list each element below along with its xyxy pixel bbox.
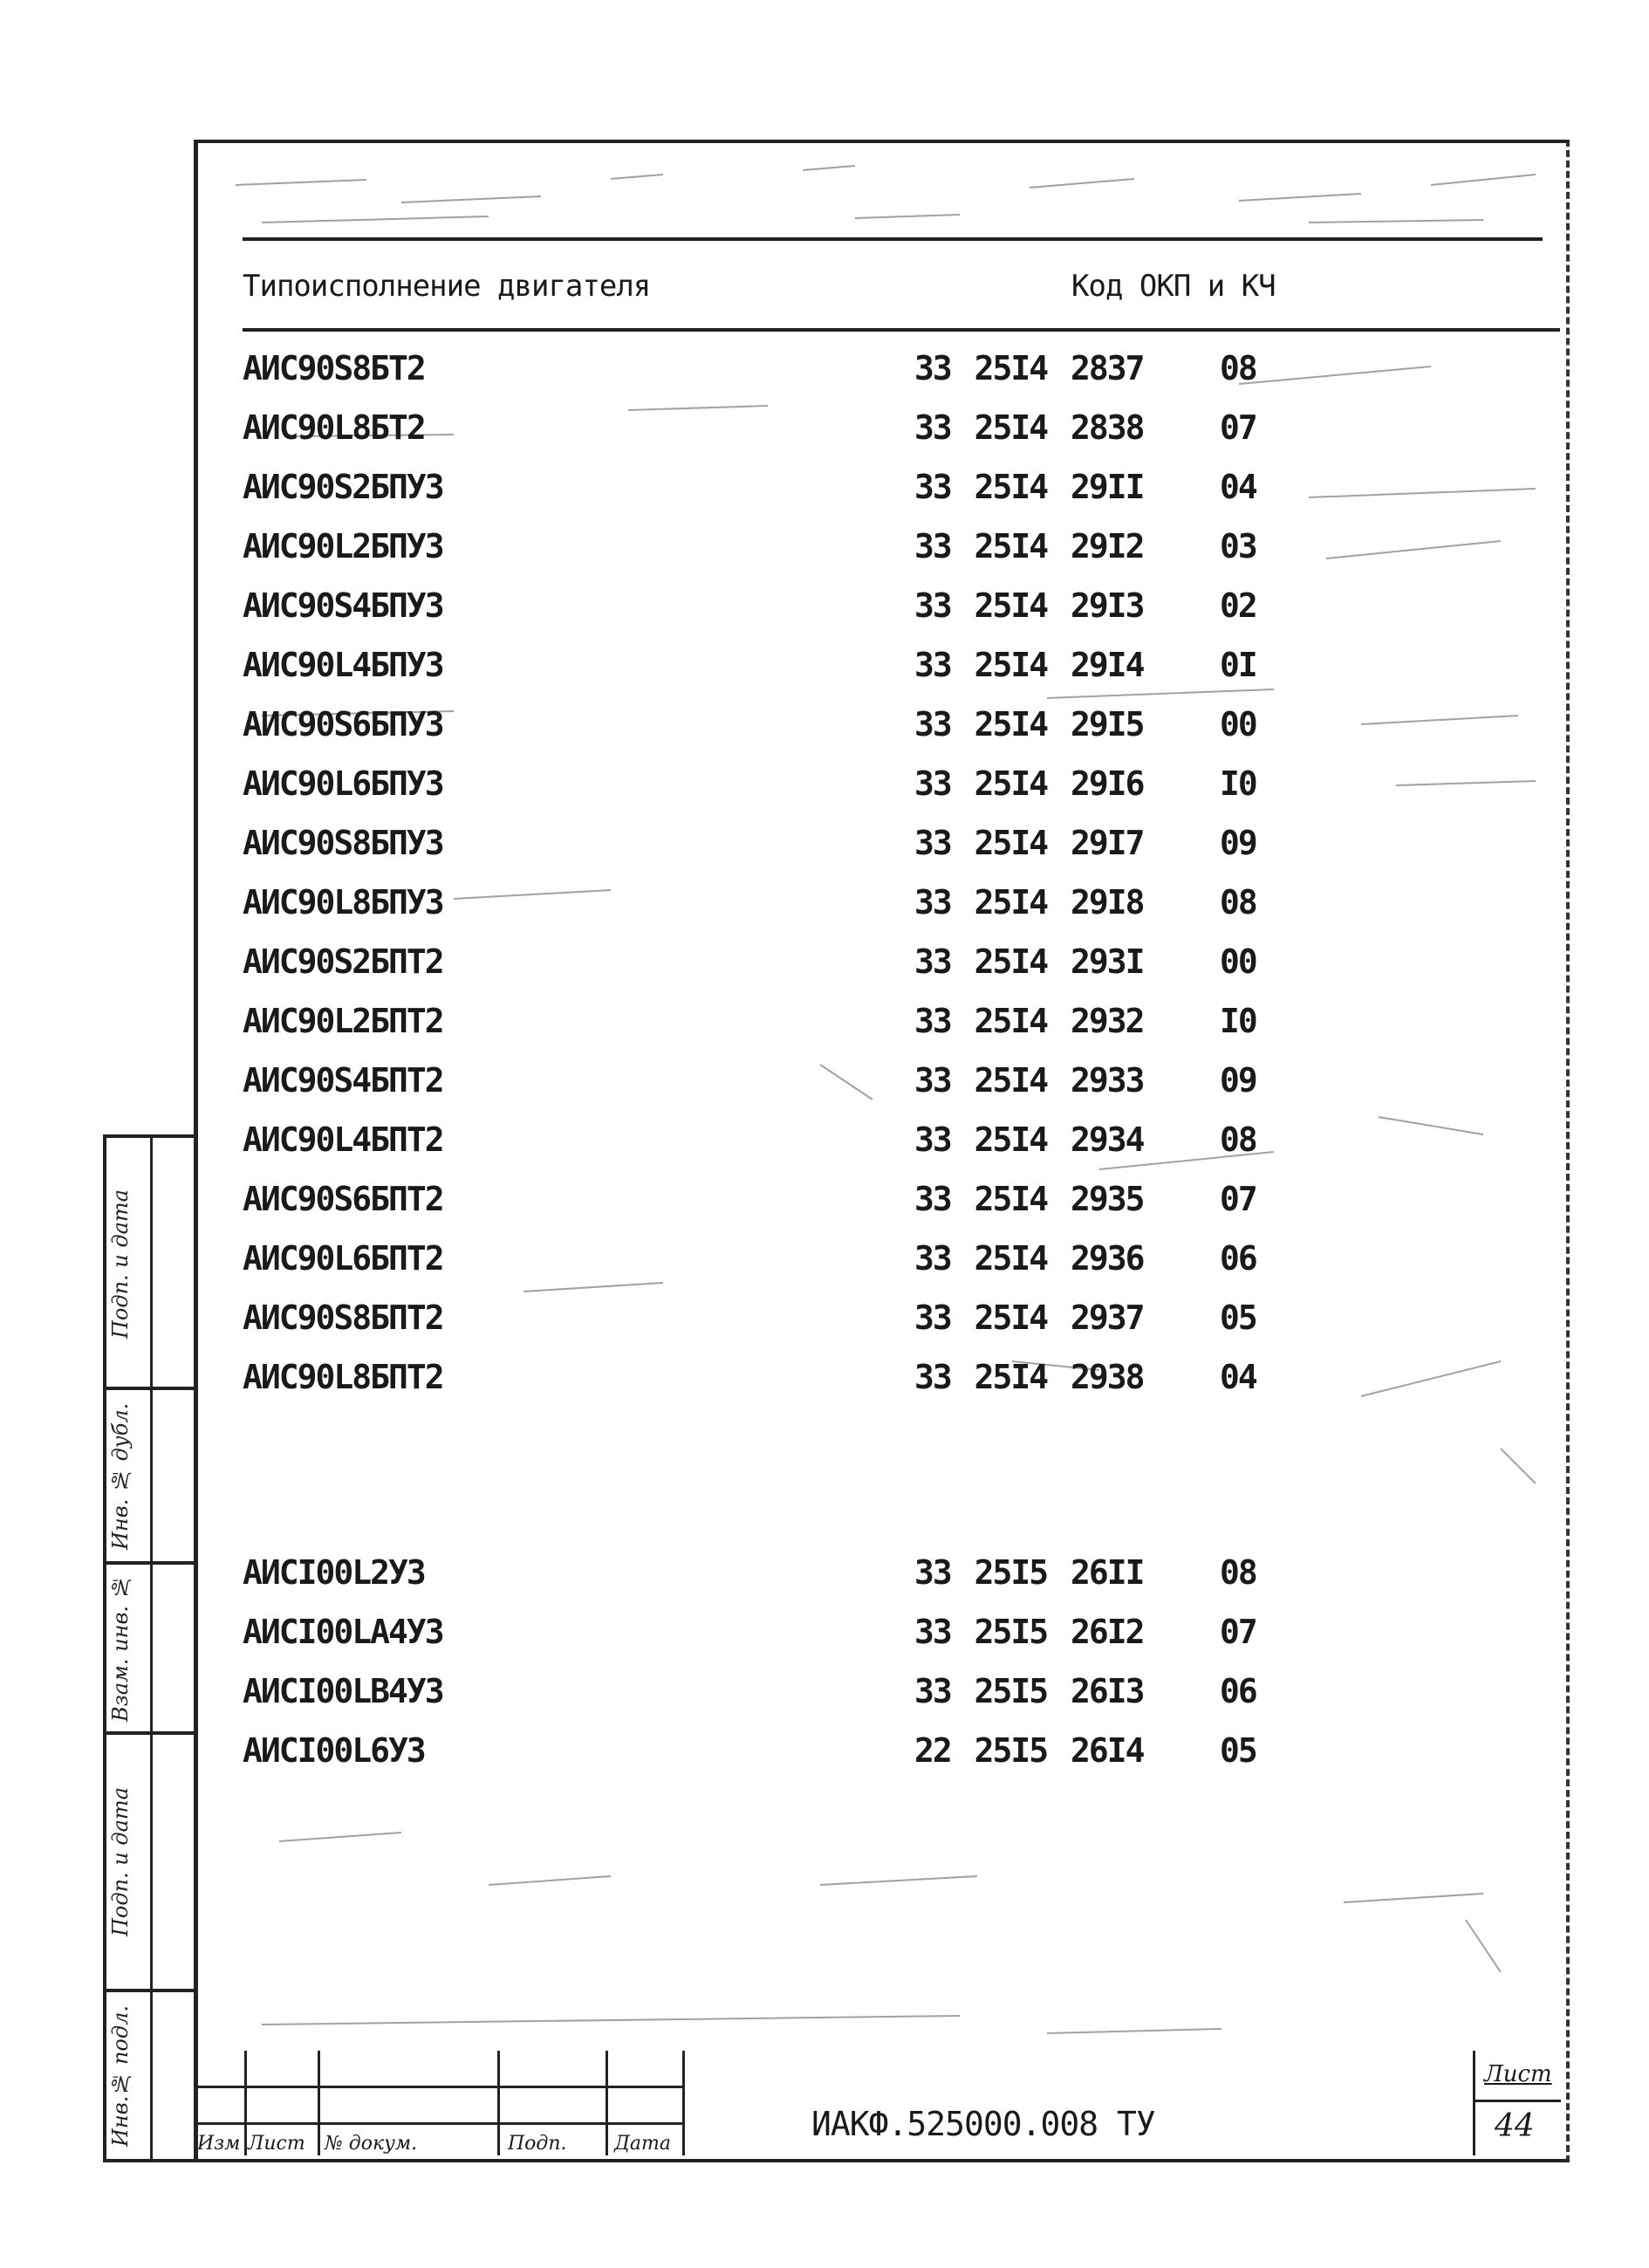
okp-code: 33 25I4 2932 [914,1002,1144,1040]
okp-code: 33 25I5 26I2 [914,1613,1144,1651]
motor-type: АИС90S8БПУ3 [243,824,443,862]
margin-stamp [103,1134,197,2162]
okp-code: 33 25I5 26I3 [914,1672,1144,1710]
motor-type: АИС90S6БПУ3 [243,705,443,743]
check-number: 05 [1220,1298,1256,1337]
document-code: ИАКФ.525000.008 ТУ [811,2105,1155,2143]
check-number: I0 [1220,1002,1256,1040]
title-block-line [318,2051,320,2155]
motor-type: АИС90S6БПТ2 [243,1180,443,1218]
check-number: 0I [1220,646,1256,684]
check-number: 06 [1220,1239,1256,1278]
okp-code: 33 25I4 2937 [914,1298,1144,1337]
table-row [243,824,1377,876]
motor-type: АИС90S4БПУ3 [243,586,443,625]
stamp-cell-border [106,1989,194,1992]
table-row [243,1120,1377,1173]
motor-type: АИС90L2БПУ3 [243,527,443,565]
motor-type: АИС90L2БПТ2 [243,1002,443,1040]
title-block-label: Подп. [508,2133,567,2155]
table-row [243,408,1377,461]
sheet-number-box [1473,2051,1561,2155]
okp-code: 33 25I4 293I [914,942,1144,981]
table-row [243,646,1377,698]
okp-code: 33 25I4 2935 [914,1180,1144,1218]
check-number: 07 [1220,408,1256,447]
stamp-label: Инв.№ подл. [108,2005,133,2147]
okp-code: 33 25I4 2933 [914,1061,1144,1100]
stamp-cell-border [106,1731,194,1735]
stamp-label: Инв. № дубл. [108,1402,133,1550]
table-row [243,883,1377,935]
check-number: 00 [1220,942,1256,981]
okp-code: 33 25I4 29I2 [914,527,1144,565]
title-block-label: Изм [197,2133,241,2155]
check-number: 07 [1220,1180,1256,1218]
okp-code: 33 25I4 29I3 [914,586,1144,625]
check-number: 07 [1220,1613,1256,1651]
stamp-cell-border [106,1561,194,1565]
table-row [243,1553,1377,1606]
check-number: 05 [1220,1731,1256,1770]
motor-type: АИС90L4БПУ3 [243,646,443,684]
sheet-box-divider [1475,2100,1561,2102]
okp-code: 33 25I4 2837 [914,349,1144,387]
okp-code: 33 25I4 2936 [914,1239,1144,1278]
motor-type: АИС90S2БПУ3 [243,468,443,506]
title-block-label: Дата [614,2133,671,2155]
stamp-cell-border [106,1387,194,1390]
check-number: I0 [1220,764,1256,803]
motor-type: АИСI00LА4У3 [243,1613,443,1651]
table-row [243,1672,1377,1724]
okp-code: 33 25I4 29I6 [914,764,1144,803]
motor-type: АИС90S4БПТ2 [243,1061,443,1100]
table-row [243,764,1377,817]
motor-type: АИС90L8БПУ3 [243,883,443,922]
table-row [243,1239,1377,1292]
motor-type: АИС90L4БПТ2 [243,1120,443,1159]
okp-code: 33 25I4 2934 [914,1120,1144,1159]
table-row [243,1298,1377,1351]
title-block-line [606,2051,608,2155]
table-row [243,1613,1377,1665]
check-number: 04 [1220,1358,1256,1396]
table-row [243,1731,1377,1784]
check-number: 09 [1220,1061,1256,1100]
check-number: 06 [1220,1672,1256,1710]
okp-code: 22 25I5 26I4 [914,1731,1144,1770]
motor-type: АИС90L8БПТ2 [243,1358,443,1396]
okp-code: 33 25I4 29I8 [914,883,1144,922]
check-number: 08 [1220,349,1256,387]
motor-type: АИС90L8БТ2 [243,408,425,447]
motor-type: АИС90L6БПТ2 [243,1239,443,1278]
title-block-line [194,2122,682,2125]
motor-type: АИС90L6БПУ3 [243,764,443,803]
okp-code: 33 25I4 29I5 [914,705,1144,743]
check-number: 00 [1220,705,1256,743]
check-number: 08 [1220,1120,1256,1159]
check-number: 04 [1220,468,1256,506]
title-block-line [682,2051,685,2155]
header-rule [243,328,1560,332]
sheet-label: Лист [1484,2061,1552,2087]
okp-code: 33 25I5 26II [914,1553,1144,1592]
table-row [243,705,1377,757]
table-row [243,527,1377,579]
okp-code: 33 25I4 29II [914,468,1144,506]
motor-type: АИСI00LВ4У3 [243,1672,443,1710]
motor-type: АИС90S8БПТ2 [243,1298,443,1337]
table-row [243,1358,1377,1410]
motor-type: АИС90S2БПТ2 [243,942,443,981]
check-number: 03 [1220,527,1256,565]
table-header [243,269,1534,314]
stamp-label: Подп. и дата [108,1189,133,1340]
sheet-number: 44 [1495,2108,1535,2144]
okp-code: 33 25I4 2938 [914,1358,1144,1396]
stamp-label: Подп. и дата [108,1787,133,1937]
title-block-line [244,2051,247,2155]
okp-code: 33 25I4 2838 [914,408,1144,447]
column-header-type: Типоисполнение двигателя [243,269,651,304]
check-number: 09 [1220,824,1256,862]
table-row [243,1180,1377,1232]
table-row [243,349,1377,401]
table-row [243,1002,1377,1054]
table-row [243,586,1377,639]
motor-type: АИС90S8БТ2 [243,349,425,387]
okp-code: 33 25I4 29I4 [914,646,1144,684]
table-row [243,942,1377,995]
check-number: 08 [1220,1553,1256,1592]
title-block-label: Лист [248,2133,305,2155]
title-block-line [194,2086,682,2088]
title-block-label: № докум. [325,2133,418,2155]
motor-type: АИСI00L2У3 [243,1553,425,1592]
check-number: 08 [1220,883,1256,922]
title-block [194,2051,1562,2155]
table-row [243,468,1377,520]
title-block-line [497,2051,500,2155]
check-number: 02 [1220,586,1256,625]
top-rule [243,237,1543,241]
stamp-label: Взам. инв. № [108,1574,133,1723]
motor-type: АИСI00L6У3 [243,1731,425,1770]
table-row [243,1061,1377,1113]
okp-code: 33 25I4 29I7 [914,824,1144,862]
column-header-code: Код ОКП и КЧ [1071,269,1276,304]
stamp-divider [150,1138,153,2159]
